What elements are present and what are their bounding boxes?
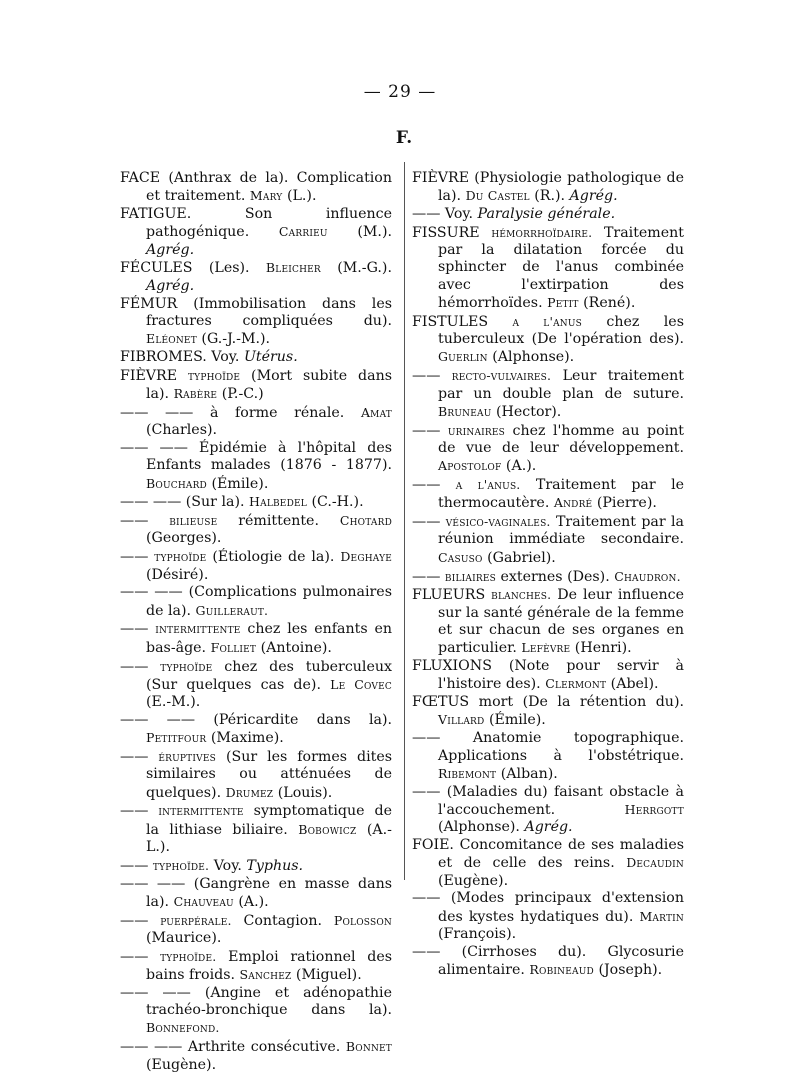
entry-text: chez les enfants en bas-âge. (146, 621, 392, 656)
entry-text: (Étiologie de la). (206, 549, 341, 566)
entry-text: FIBROMES. Voy. (120, 348, 244, 365)
author-name: Martin (639, 908, 684, 924)
index-entry (412, 837, 684, 890)
author-name: Guerlin (438, 349, 488, 365)
entry-text: (Miguel). (291, 967, 362, 984)
author-name: Eléonet (146, 331, 197, 347)
index-entry (120, 748, 392, 802)
entry-text: (A.). (501, 458, 537, 475)
author-name: Chauveau (173, 893, 234, 909)
entry-text: —— Anatomie topographique. Applications à l'obstétrique. (412, 730, 684, 764)
author-name: éruptives (158, 749, 216, 764)
entry-text: —— —— (Sur la). (120, 494, 250, 511)
index-entry (412, 568, 684, 586)
index-entry (412, 730, 684, 783)
index-entry (412, 513, 684, 567)
entry-text: —— (412, 368, 452, 385)
index-entry (120, 857, 392, 875)
entry-text: —— —— (Gangrène en masse dans la). (120, 875, 392, 910)
entry-text: FÉCULES (Les). (120, 260, 266, 277)
author-name: Sanchez (239, 967, 292, 983)
index-entry (412, 658, 684, 694)
entry-text: (Eugène). (438, 872, 509, 889)
index-entry (120, 259, 392, 295)
author-name: Amat (360, 404, 392, 420)
entry-text: (L.). (282, 188, 317, 205)
entry-text: (Désiré). (146, 566, 209, 583)
index-entry (120, 170, 392, 206)
index-entry (120, 296, 392, 349)
entry-text: chez l'homme au point de vue de leur développement. (438, 422, 684, 456)
author-name: Halbedel (249, 494, 307, 510)
entry-text: (Charles). (146, 422, 218, 439)
index-entry (412, 170, 684, 206)
author-name: Polosson (333, 912, 392, 928)
author-name: Bonnet (345, 1039, 392, 1055)
index-entry (412, 694, 684, 730)
entry-text: Traitement par le thermocautère. (438, 477, 684, 512)
entry-text: —— (412, 477, 456, 494)
entry-text: —— (120, 948, 161, 965)
entry-text: (Maurice). (146, 929, 222, 946)
entry-text: (Abel). (606, 676, 659, 693)
column-divider (404, 162, 405, 880)
entry-text: —— (120, 749, 159, 765)
author-name: Bleicher (265, 260, 321, 276)
entry-text: —— (120, 658, 161, 675)
entry-text: (Gabriel). (482, 549, 556, 566)
index-entry (412, 586, 684, 657)
index-entry (120, 440, 392, 493)
index-entry (120, 985, 392, 1038)
entry-text: (Eugène). (146, 1056, 217, 1073)
entry-text: FLUXIONS (Note pour servir à l'histoire des). (412, 658, 684, 693)
italic-text: Typhus. (246, 857, 304, 874)
entry-text: Traitement par la dilatation forcée du sphincter de l'anus combinée avec l'extirpation des hémorrhoïdes. (438, 224, 684, 312)
author-name: Bonnefond. (146, 1020, 220, 1036)
index-entry (120, 548, 392, 584)
entry-text: (Pierre). (592, 495, 657, 512)
entry-text: —— —— (Complications pulmonaires de la). (120, 584, 392, 619)
entry-text: —— (Maladies du) faisant obstacle à l'accouchement. (412, 783, 684, 818)
index-entry (412, 476, 684, 513)
index-entry (120, 584, 392, 620)
entry-text: —— —— Arthrite consécutive. (120, 1039, 346, 1056)
entry-text: (François). (438, 925, 517, 942)
author-name: Robineaud (529, 962, 594, 978)
index-entry (412, 367, 684, 421)
index-entry (412, 422, 684, 476)
entry-text: (Maxime). (206, 730, 284, 747)
index-entry (412, 890, 684, 943)
entry-text: FIÈVRE (Physiologie pathologique de la). (412, 170, 684, 205)
entry-text: (Sur les formes dites similaires ou atténuées de quelques). (146, 749, 392, 801)
entry-text: —— (Modes principaux d'extension des kystes hydatiques du). (412, 890, 684, 925)
entry-text: Contagion. (231, 912, 334, 929)
entry-text: Emploi rationnel des bains froids. (146, 948, 392, 984)
author-name: urinaires (447, 422, 506, 438)
author-name: Villard (438, 712, 485, 728)
author-name: Drumez (225, 784, 274, 800)
index-entry (120, 712, 392, 748)
author-name: a l'anus. (455, 477, 521, 493)
entry-text: FATIGUE. Son influence pathogénique. (120, 206, 392, 241)
entry-text: —— (412, 422, 448, 439)
index-entry (120, 404, 392, 440)
author-name: Petitfour (146, 730, 207, 746)
entry-text: (Alban). (496, 765, 558, 782)
index-entry (412, 313, 684, 367)
italic-text: Agrég. (524, 819, 573, 836)
index-entry (120, 620, 392, 657)
index-entry (412, 206, 684, 223)
entry-text: FISSURE (412, 224, 492, 241)
index-entry (412, 784, 684, 837)
entry-text: (G.-J.-M.). (196, 331, 271, 348)
page-number: — 29 — (363, 82, 437, 102)
entry-text: —— (Cirrhoses du). Glycosurie alimentaire. (412, 943, 684, 979)
index-entry (120, 1038, 392, 1074)
entry-text: —— (412, 568, 445, 585)
author-name: blanches. (491, 587, 552, 603)
author-name: Du Castel (465, 188, 530, 204)
italic-text: Agrég. (146, 241, 195, 258)
index-entry (120, 912, 392, 948)
entry-text: (A.-L.). (146, 821, 392, 855)
entry-text: (Georges). (146, 530, 222, 547)
entry-text: (E.-M.). (146, 694, 201, 711)
author-name: typhoïde. (152, 857, 210, 873)
author-name: Bobowicz (298, 821, 357, 837)
entry-text: (Henri). (570, 640, 632, 657)
entry-text: —— —— à forme rénale. (120, 404, 361, 421)
author-name: Ribemont (438, 765, 497, 781)
entry-text: (Antoine). (256, 639, 332, 656)
entry-text: (Joseph). (593, 962, 663, 979)
author-name: a l'anus (512, 313, 583, 329)
section-letter: F. (395, 128, 413, 148)
author-name: Lefèvre (521, 640, 571, 656)
author-name: Deghaye (340, 549, 393, 565)
entry-text: Voy. (209, 857, 247, 874)
entry-text: chez des tuberculeux (Sur quelques cas de). (146, 658, 392, 693)
entry-text: chez les tuberculeux (De l'opération des). (438, 313, 684, 348)
entry-text: externes (Des). (495, 568, 615, 585)
index-entry (120, 349, 392, 366)
entry-text: —— (120, 513, 170, 530)
entry-text: —— (120, 549, 155, 566)
author-name: Decaudin (626, 855, 684, 871)
entry-text: (René). (578, 295, 636, 312)
italic-text: Agrég. (569, 188, 618, 205)
author-name: puerpérale. (160, 912, 232, 928)
entry-text: (Alphonse). (487, 349, 575, 366)
author-name: Rabère (173, 386, 218, 402)
index-entry (120, 206, 392, 259)
entry-text: FOIE. Concomitance de ses maladies et de celle des reins. (412, 836, 684, 872)
entry-text: (R.). (529, 188, 570, 205)
entry-text: FACE (Anthrax de la). Complication et traitement. (120, 170, 392, 205)
italic-text: Paralysie générale. (477, 206, 616, 223)
author-name: typhoïde (160, 658, 213, 674)
entry-text: —— —— (Péricardite dans la). (120, 711, 392, 728)
author-name: Apostolof (438, 458, 502, 474)
author-name: Bouchard (146, 475, 207, 491)
author-name: Chotard (339, 513, 393, 529)
author-name: biliaires (444, 568, 496, 584)
entry-text: FÉMUR (Immobilisation dans les fractures compliquées du). (120, 295, 392, 329)
entry-text: —— (120, 621, 156, 638)
index-entry (412, 944, 684, 980)
author-name: typhoïde (154, 549, 207, 565)
entry-text: —— —— (Angine et adénopathie trachéo-bronchique dans la). (120, 984, 392, 1019)
author-name: Chaudron. (614, 568, 681, 584)
entry-text: (M.). (327, 224, 392, 241)
index-entry (412, 224, 684, 312)
entry-text: FIÈVRE (120, 367, 188, 384)
entry-text: —— (120, 803, 159, 820)
author-name: bilieuse (169, 513, 218, 529)
entry-text: (Émile). (206, 475, 269, 492)
left-column (120, 170, 392, 1074)
entry-text: (Hector). (491, 403, 562, 420)
entry-text: —— (120, 912, 161, 929)
author-name: Le Covec (330, 676, 392, 692)
author-name: Guilleraut. (195, 602, 269, 618)
italic-text: Agrég. (146, 277, 195, 294)
entry-text: (Alphonse). (438, 819, 525, 836)
author-name: vésico-vaginales. (445, 514, 551, 530)
entry-text: FLUEURS (412, 587, 492, 604)
entry-text: Leur traitement par un double plan de suture. (438, 368, 684, 402)
italic-text: Utérus. (243, 348, 298, 365)
right-column (412, 170, 684, 980)
author-name: André (553, 495, 593, 511)
author-name: Herrgott (624, 801, 684, 817)
author-name: intermittente (158, 803, 244, 819)
entry-text: rémittente. (217, 513, 340, 530)
index-entry (120, 802, 392, 856)
author-name: Petit (547, 295, 579, 311)
author-name: Carrieu (278, 224, 328, 240)
entry-text: (A.). (233, 893, 269, 910)
entry-text: (P.-C.) (217, 386, 264, 403)
entry-text: —— —— Épidémie à l'hôpital des Enfants malades (1876 - 1877). (120, 439, 392, 474)
author-name: Mary (249, 188, 283, 204)
author-name: recto-vulvaires. (451, 368, 552, 384)
author-name: typhoïde. (160, 948, 217, 964)
entry-text: —— (412, 514, 446, 531)
author-name: Casuso (438, 549, 483, 565)
author-name: typhoïde (187, 367, 241, 383)
index-entry (120, 658, 392, 712)
entry-text: (Mort subite dans la). (146, 367, 392, 403)
entry-text: (C.-H.). (306, 494, 364, 511)
index-entry (120, 367, 392, 404)
entry-text: Traitement par la réunion immédiate secondaire. (438, 514, 685, 548)
index-entry (120, 876, 392, 912)
entry-text: (Louis). (273, 784, 333, 801)
entry-text: —— (120, 857, 153, 874)
author-name: intermittente (155, 621, 241, 637)
entry-text: —— Voy. (412, 206, 478, 223)
entry-text: symptomatique de la lithiase biliaire. (146, 803, 392, 838)
author-name: Clermont (545, 676, 607, 692)
entry-text: (Émile). (484, 712, 546, 729)
author-name: Folliet (210, 639, 257, 655)
author-name: Bruneau (438, 403, 492, 419)
index-entry (120, 948, 392, 985)
entry-text: De leur influence sur la santé générale de la femme et sur chacun de ses organes en particulier. (438, 587, 684, 657)
author-name: hémorrhoïdaire. (491, 224, 593, 240)
entry-text: FŒTUS mort (De la rétention du). (412, 694, 684, 711)
index-entry (120, 493, 392, 511)
entry-text: FISTULES (412, 313, 513, 330)
entry-text: (M.-G.). (320, 260, 392, 277)
index-entry (120, 512, 392, 548)
